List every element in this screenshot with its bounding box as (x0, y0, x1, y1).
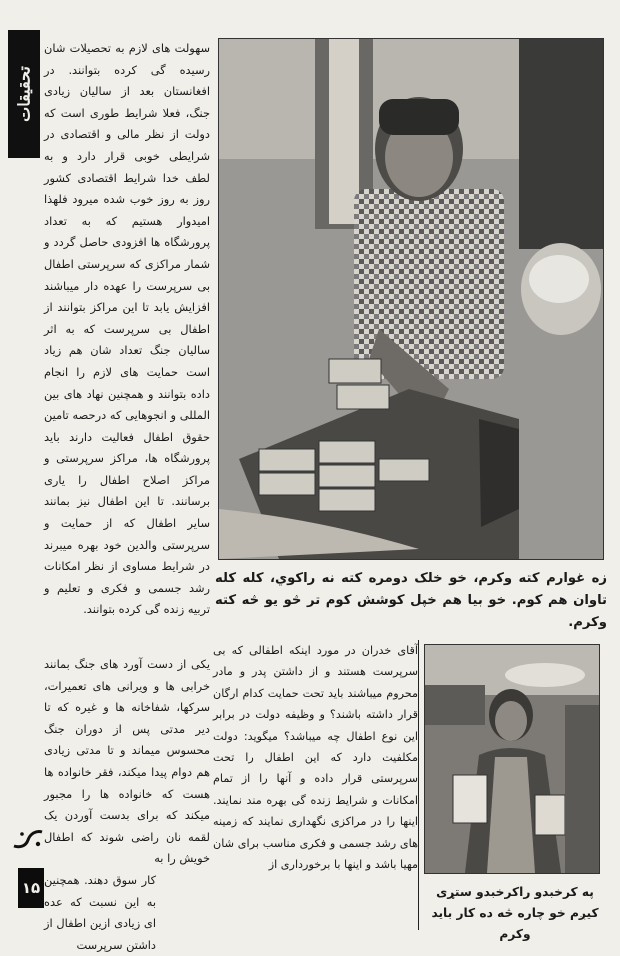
small-photo (424, 644, 600, 874)
middle-column (213, 640, 418, 925)
left-column-paragraph: سهولت های لازم به تحصیلات شان رسیده گی کرده بتوانند. در افغانستان بعد از سالیان زیادی جنگ، فعلا شرایط طوری است که دولت از نظر مالی و اقتصادی در شرایطی خوبی قرار دارد و به لطف خدا شرایط اقتصادی کشور روز به روز خوب شده میرود فلهذا امیدوار هستیم که به تعداد پرورشگاه ها افزودی حاصل گردد و شمار مراکزی که سرپرستی اطفال بی سرپرست را عهده دار میباشند افزایش یابد تا این مراکز بتوانند از اطفال بی سرپرست که به اثر سالیان جنگ تعداد شان هم زیاد است حمایت های لازم را انجام داده بتوانند و همچنین نهاد های بین المللی و انجوهایی که درحصه تامین حقوق اطفال فعالیت دارند باید پرورشگاه ها، مراکز سرپرستی و مراکز اصلاح اطفال را یاری برسانند. تا این اطفال نیز بمانند سایر اطفال که از حمایت و سرپرستی والدین خود بهره میبرند در شرایط مساوی از نظر امکانات رشد جسمی و فکری و تعلیم و تربیه زنده گی کرده بتوانند. (44, 41, 210, 617)
main-photo-image (219, 39, 603, 559)
small-photo-image (425, 645, 599, 873)
left-column-tail (44, 870, 156, 952)
left-column-paragraph-2: یکی از دست آورد های جنگ بمانند خرابی ها و ویرانی های تعمیرات، سرکها، شفاخانه ها و غیره که تا دیر مدتی پس از دوران جنگ محسوس میماند و تا مدتی زیادی هم دوام پیدا میکند، فقر خانواده ها هست که خانواده ها را مجبور میکند که برای بدست آوردن یک لقمه نان راضی شوند که اطفال خویش را به (44, 657, 210, 866)
section-tab (8, 30, 40, 158)
middle-column-paragraph: آقای خدران در مورد اینکه اطفالی که بی سرپرست هستند و از داشتن پدر و مادر محروم میباشند باید تحت حمایت کدام ارگان قرار داشته باشند؟ و وظیفه دولت در برابر این نوع اطفال چه میباشد؟ میگوید: دولت مکلفیت دارد که این اطفال را تحت سرپرستی قرار داده و آنها را از تمام امکانات و شرایط زنده گی بهره مند نمایند. اینها را در مراکزی نگهداری نمایند که زمینه های رشد جسمی و فکری مناسب برای شان مهیا باشد و اینها با برخورداری از (213, 644, 418, 872)
main-photo-caption: زه غوارم کته وکرم، خو خلک دومره کته نه راکوي، کله کله تاوان هم کوم. خو بیا هم خپل کوشش کوم تر څو یو څه کته وکرم. (215, 571, 607, 630)
column-divider (418, 640, 419, 930)
magazine-logo (10, 826, 46, 852)
left-column-top (44, 38, 210, 653)
main-photo (218, 38, 604, 560)
left-column-paragraph-3: کار سوق دهند. همچنین به این نسبت که عده ای زیادی ازین اطفال از داشتن سرپرست (44, 873, 156, 952)
small-photo-caption: په کرخبدو راکرخبدو ستړی کیږم خو چاره څه ده کار باید وکرم (431, 885, 599, 941)
section-tab-label: تحقیقات (14, 66, 34, 122)
page-number: ۱۵ (18, 868, 44, 908)
left-column-bottom (44, 654, 210, 866)
